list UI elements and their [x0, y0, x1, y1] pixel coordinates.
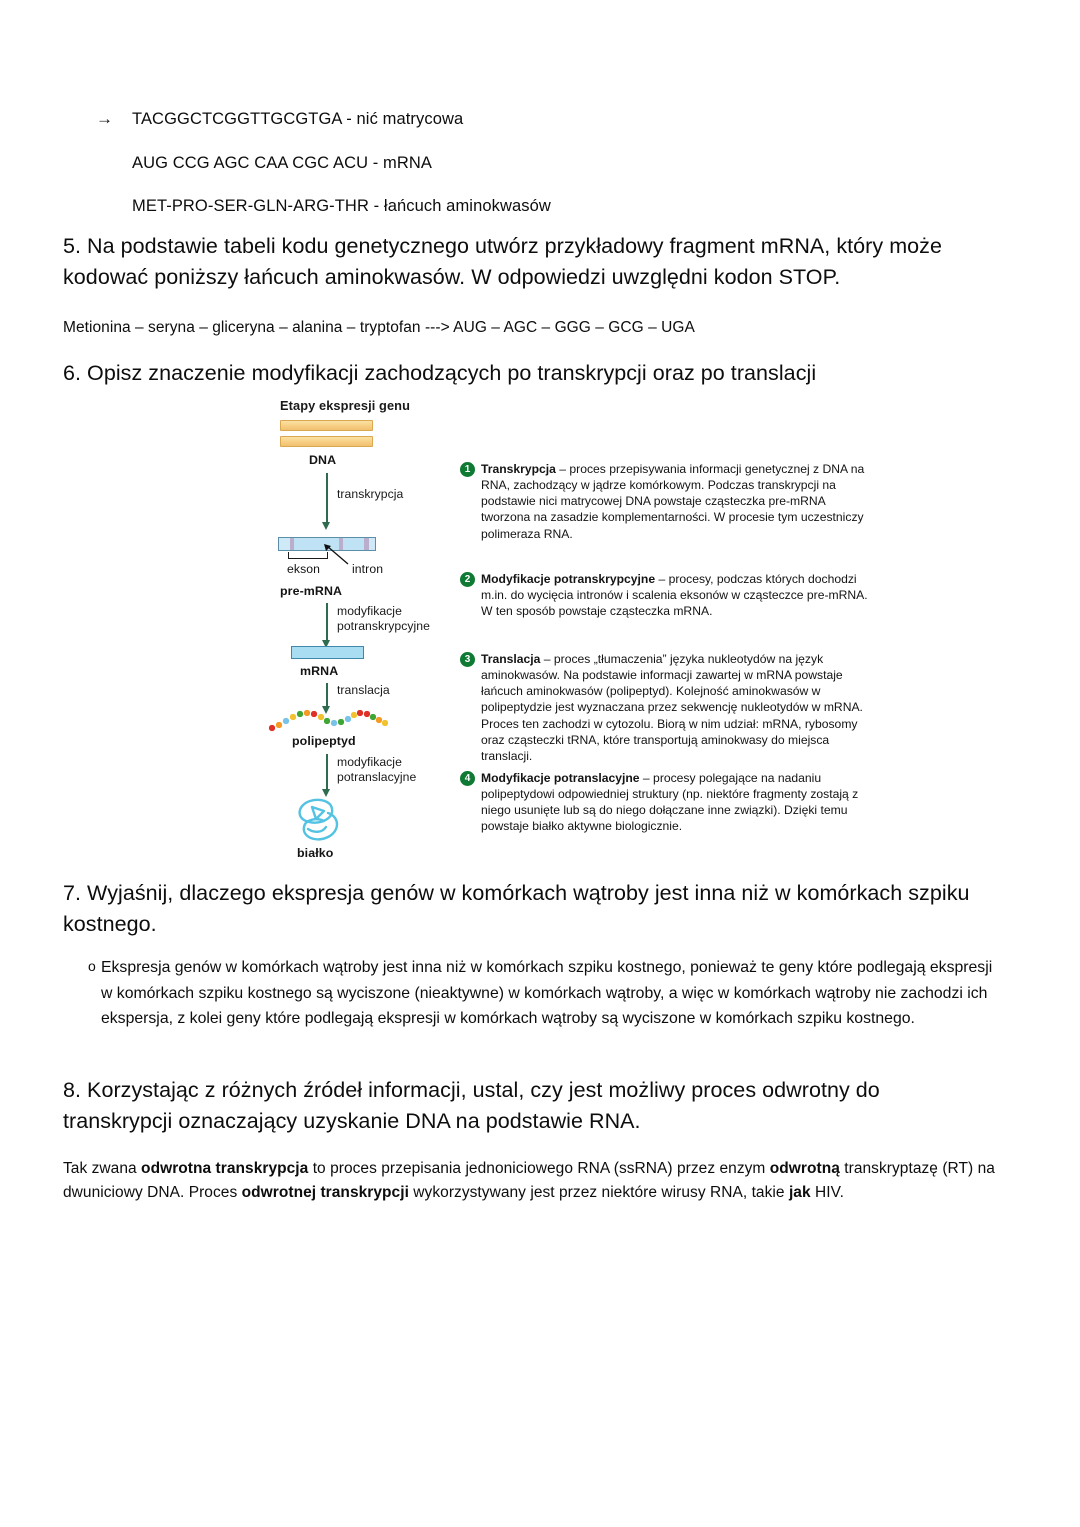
note-term-3: Translacja — [481, 652, 541, 666]
note-term-2: Modyfikacje potranskrypcyjne — [481, 572, 656, 586]
figure-note-1 — [460, 461, 870, 542]
intro-line-aminoacids — [96, 196, 976, 217]
label-post-transcription-2: potranskrypcyjne — [337, 618, 430, 633]
label-post-translation-2: potranslacyjne — [337, 769, 417, 784]
mrna-bar — [291, 646, 364, 659]
answer-5: Metionina – seryna – gliceryna – alanina – tryptofan ---> AUG – AGC – GGG – GCG – UGA — [63, 319, 695, 336]
pre-mrna-exon-4 — [369, 538, 375, 550]
pre-mrna-exon-1 — [279, 538, 290, 550]
arrow-transcription-line — [326, 473, 328, 523]
intro-sequence-block — [96, 108, 976, 240]
label-post-translation-1: modyfikacje — [337, 755, 402, 769]
bullet-marker-icon: o — [88, 958, 96, 974]
dna-strand-top — [280, 420, 373, 431]
answer-8-run-3: odwrotną — [769, 1160, 840, 1177]
arrow-posttranscription-line — [326, 603, 328, 641]
protein-structure-icon — [290, 793, 348, 849]
label-pre-mrna: pre-mRNA — [280, 584, 343, 598]
question-5: 5. Na podstawie tabeli kodu genetycznego utwórz przykładowy fragment mRNA, który może kodować poniższy łańcuch aminokwasów. W odpowiedzi uwzględni kodon STOP. — [63, 234, 942, 289]
label-protein: białko — [297, 846, 334, 860]
gene-expression-figure — [262, 398, 912, 868]
arrow-transcription-head — [322, 522, 330, 530]
arrow-glyph: → — [96, 109, 114, 128]
note-term-1: Transkrypcja — [481, 462, 556, 476]
label-translation: translacja — [337, 683, 390, 697]
answer-8-run-2: to proces przepisania jednoniciowego RNA (ssRNA) przez enzym — [308, 1160, 770, 1177]
answer-7-list — [63, 955, 993, 1032]
note-text-2: – procesy, podczas których dochodzi m.in. do wycięcia intronów i scalenia eksonów w cząsteczce pre-mRNA. W ten sposób powstaje cząsteczka mRNA. — [481, 572, 868, 619]
note-text-3: – proces „tłumaczenia” języka nukleotydów na język aminokwasów. Na podstawie informacji zawartej w mRNA powstaje łańcuch aminokwasów (polipeptyd). Kolejność aminokwasów w polipeptydzie jest wyznaczana przez sekwencję nukleotydów w mRNA. Proces ten zachodzi w cytozolu. Biorą w nim udział: mRNA, rybosomy oraz cząsteczki tRNA, które transportują aminokwasy do miejsca translacji. — [481, 652, 863, 763]
polypeptide-chain — [268, 704, 388, 734]
label-mrna: mRNA — [300, 664, 339, 678]
answer-8 — [63, 1157, 1008, 1205]
intro-line-mrna — [96, 153, 976, 174]
question-6: 6. Opisz znaczenie modyfikacji zachodzących po transkrypcji oraz po translacji — [63, 361, 817, 385]
label-dna: DNA — [309, 453, 337, 467]
note-text-1: – proces przepisywania informacji genetycznej z DNA na RNA, zachodzący w jądrze komórkowym. Podczas transkrypcji na podstawie nici matrycowej DNA powstaje cząsteczka pre-mRNA tworzona na zasadzie komplementarności. W procesie tym uczestniczy polimeraza RNA. — [481, 462, 865, 541]
answer-8-run-5: odwrotnej transkrypcji — [241, 1184, 409, 1202]
figure-note-2 — [460, 571, 870, 619]
note-marker-1: 1 — [460, 462, 475, 477]
question-7: 7. Wyjaśnij, dlaczego ekspresja genów w komórkach wątroby jest inna niż w komórkach szpiku kostnego. — [63, 881, 970, 936]
note-marker-4: 4 — [460, 771, 475, 786]
dna-strand-bottom — [280, 436, 373, 447]
label-post-transcription-1: modyfikacje — [337, 604, 402, 618]
answer-8-run-7: jak — [788, 1184, 811, 1202]
note-term-4: Modyfikacje potranslacyjne — [481, 771, 640, 785]
intro-line-template — [96, 108, 976, 130]
figure-note-4 — [460, 770, 870, 835]
figure-title: Etapy ekspresji genu — [280, 398, 411, 413]
answer-8-run-4: transkryptazę (RT) na dwuniciowy DNA. Proces — [63, 1160, 995, 1202]
intro-line-text: TACGGCTCGGTTGCGTGA - nić matrycowa — [132, 110, 464, 128]
intro-line-text: AUG CCG AGC CAA CGC ACU - mRNA — [132, 153, 433, 172]
answer-8-run-1: odwrotna transkrypcja — [141, 1160, 309, 1177]
answer-7-text: Ekspresja genów w komórkach wątroby jest inna niż w komórkach szpiku kostnego, ponieważ te geny które podlegają ekspresji w komórkach szpiku kostnego są wyciszone (nieaktywne) w komórkach wątroby, a więc w komórkach wątroby nie zachodzi ich ekspersja, z kolei geny które podlegają ekspresji w komórkach wątroby są wyciszone w komórkach szpiku kostnego. — [101, 959, 993, 1028]
note-text-4: – procesy polegające na nadaniu polipeptydowi odpowiedniej struktury (np. niektóre fragmenty zostają z niego usunięte lub są do niego dołączane inne związki). Dzięki temu powstaje białko aktywne biologicznie. — [481, 771, 859, 834]
answer-8-run-8: HIV. — [810, 1184, 844, 1202]
question-8: 8. Korzystając z różnych źródeł informacji, ustal, czy jest możliwy proces odwrotny do transkrypcji oznaczający uzyskanie DNA na podstawie RNA. — [63, 1078, 880, 1133]
arrow-posttranslation-line — [326, 754, 328, 790]
answer-8-run-6: wykorzystywany jest przez niektóre wirusy RNA, takie — [408, 1184, 789, 1202]
label-exon: ekson — [287, 562, 321, 576]
note-marker-3: 3 — [460, 652, 475, 667]
intron-pointer-line — [324, 544, 350, 566]
label-polypeptide: polipeptyd — [292, 734, 356, 748]
exon-brace — [288, 552, 328, 559]
label-intron: intron — [352, 562, 384, 576]
label-transcription: transkrypcja — [337, 487, 404, 501]
list-item — [63, 955, 993, 1032]
intro-line-text: MET-PRO-SER-GLN-ARG-THR - łańcuch aminokwasów — [132, 197, 551, 216]
figure-note-3 — [460, 651, 870, 764]
answer-8-run-0: Tak zwana — [63, 1160, 142, 1177]
note-marker-2: 2 — [460, 572, 475, 587]
